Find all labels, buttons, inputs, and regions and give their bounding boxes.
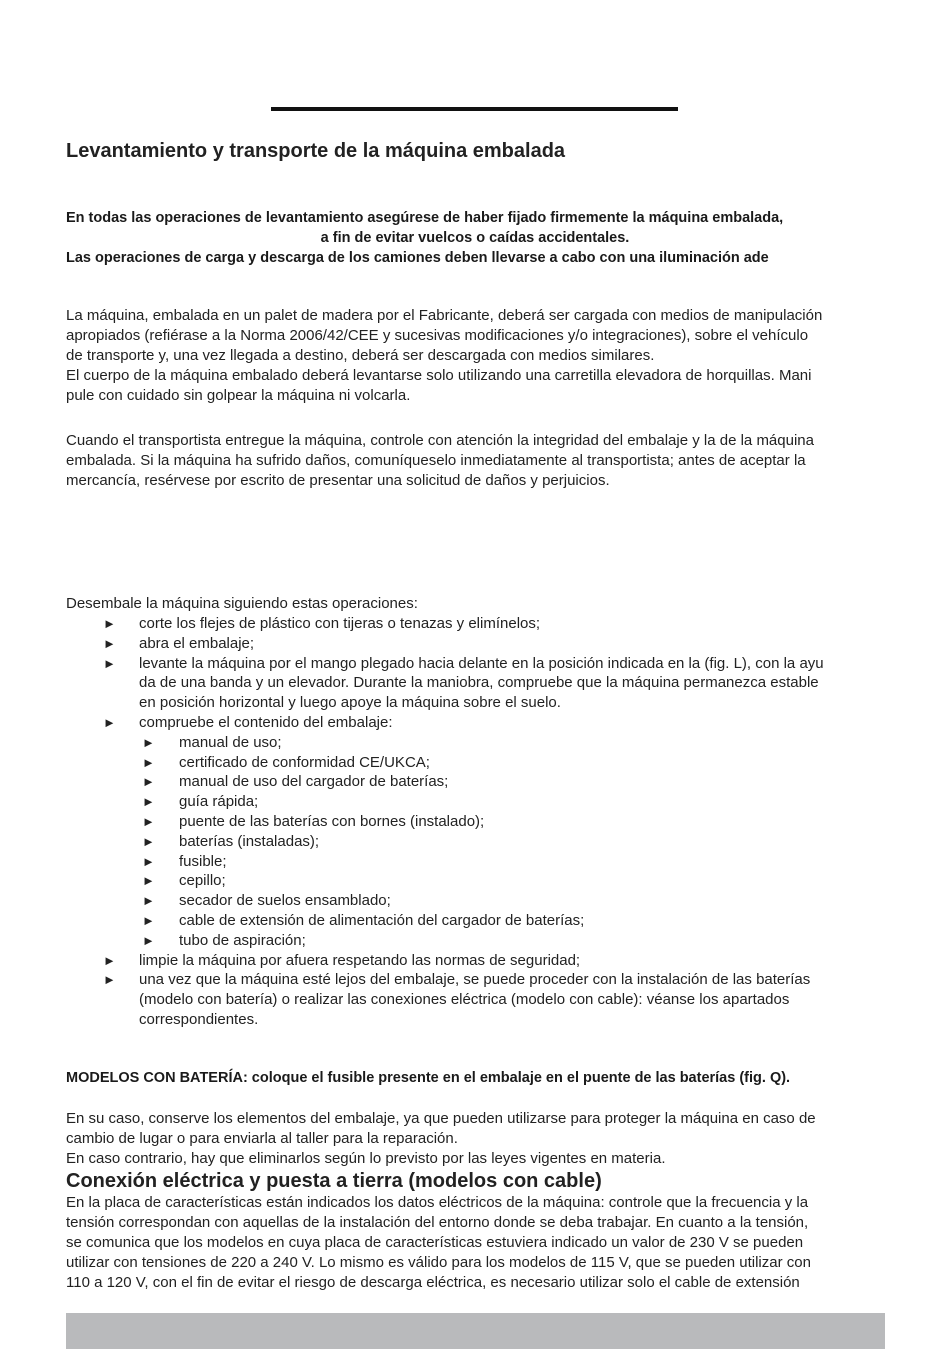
text-line: La máquina, embalada en un palet de madera por el Fabricante, deberá ser cargada con medios de manipulación	[66, 307, 823, 324]
text-line: embalada. Si la máquina ha sufrido daños, comuníqueselo inmediatamente al transportista; antes de aceptar la	[66, 452, 806, 469]
step-text-line: en posición horizontal y luego apoye la máquina sobre el suelo.	[139, 694, 561, 712]
list-item	[0, 931, 884, 951]
bullet-arrow-icon: ►	[142, 754, 155, 770]
text-line: apropiados (refiérase a la Norma 2006/42/CEE y sucesivas modificaciones y/o integraciones), sobre el vehículo	[66, 327, 809, 344]
list-item	[0, 970, 884, 1029]
text-line: de transporte y, una vez llegada a destino, deberá ser descargada con medios similares.	[66, 347, 655, 364]
heading-transport: Levantamiento y transporte de la máquina embalada	[66, 140, 566, 162]
text-line: pule con cuidado sin golpear la máquina ni volcarla.	[66, 387, 411, 404]
unpack-intro: Desembale la máquina siguiendo estas operaciones:	[66, 595, 418, 612]
step-text: limpie la máquina por afuera respetando las normas de seguridad;	[139, 951, 581, 969]
text-line: se comunica que los modelos en cuya placa de características estuviera indicado un valor de 230 V se pueden	[66, 1234, 804, 1251]
text-line: utilizar con tensiones de 220 a 240 V. Lo mismo es válido para los modelos de 115 V, que se pueden utilizar con	[66, 1254, 811, 1271]
bullet-arrow-icon: ►	[103, 972, 116, 988]
text-line: En su caso, conserve los elementos del embalaje, ya que pueden utilizarse para proteger la máquina en caso de	[66, 1110, 816, 1127]
footer-bar	[66, 1313, 885, 1349]
bullet-arrow-icon: ►	[142, 873, 155, 889]
content-text: cepillo;	[179, 872, 226, 890]
bullet-arrow-icon: ►	[142, 734, 155, 750]
step-text: abra el embalaje;	[139, 634, 255, 652]
list-item	[0, 911, 884, 931]
list-item	[0, 634, 884, 654]
content-text: secador de suelos ensamblado;	[179, 892, 391, 910]
content-text: fusible;	[179, 852, 227, 870]
heading-electrical: Conexión eléctrica y puesta a tierra (modelos con cable)	[66, 1170, 602, 1192]
step-text-line: levante la máquina por el mango plegado hacia delante en la posición indicada en la (fig. L), con la ayu	[139, 654, 824, 672]
bullet-arrow-icon: ►	[142, 893, 155, 909]
bullet-arrow-icon: ►	[142, 853, 155, 869]
package-contents-list	[0, 733, 884, 951]
bullet-arrow-icon: ►	[142, 932, 155, 948]
bullet-arrow-icon: ►	[103, 616, 116, 631]
content-text: cable de extensión de alimentación del cargador de baterías;	[179, 911, 585, 929]
text-line: 110 a 120 V, con el fin de evitar el riesgo de descarga eléctrica, es necesario utilizar solo el cable de extensión	[66, 1274, 800, 1291]
warning-line-2: a fin de evitar vuelcos o caídas accidentales.	[320, 230, 630, 246]
list-item	[0, 614, 884, 634]
paragraph-loading	[66, 306, 884, 406]
list-item	[0, 891, 884, 911]
bullet-arrow-icon: ►	[142, 774, 155, 790]
list-item	[0, 812, 884, 832]
content-text: puente de las baterías con bornes (instalado);	[179, 812, 485, 830]
step-text-line: una vez que la máquina esté lejos del embalaje, se puede proceder con la instalación de las baterías	[139, 971, 811, 989]
bullet-arrow-icon: ►	[103, 952, 116, 968]
content-text: certificado de conformidad CE/UKCA;	[179, 753, 430, 771]
list-item	[0, 792, 884, 812]
list-item	[0, 772, 884, 792]
list-item	[0, 733, 884, 753]
warning-line-1: En todas las operaciones de levantamiento asegúrese de haber fijado firmemente la máquina embalada,	[66, 210, 784, 226]
list-item	[0, 654, 884, 713]
list-item	[0, 832, 884, 852]
step-text-line: correspondientes.	[139, 1010, 259, 1028]
bullet-arrow-icon: ►	[142, 833, 155, 849]
text-line: tensión correspondan con aquellas de la instalación del entorno donde se deba trabajar. En cuanto a la tensión,	[66, 1214, 809, 1231]
list-item	[0, 951, 884, 971]
bullet-arrow-icon: ►	[103, 635, 116, 651]
bullet-arrow-icon: ►	[142, 794, 155, 810]
text-line: En caso contrario, hay que eliminarlos según lo previsto por las leyes vigentes en materia.	[66, 1150, 666, 1167]
text-line: mercancía, resérvese por escrito de presentar una solicitud de daños y perjuicios.	[66, 472, 610, 489]
list-item	[0, 852, 884, 872]
content-text: manual de uso;	[179, 733, 282, 751]
list-item	[0, 713, 884, 951]
content-text: manual de uso del cargador de baterías;	[179, 773, 449, 791]
text-line: cambio de lugar o para enviarla al taller para la reparación.	[66, 1130, 458, 1147]
step-text: compruebe el contenido del embalaje:	[139, 713, 393, 731]
bullet-arrow-icon: ►	[142, 813, 155, 829]
bullet-arrow-icon: ►	[103, 714, 116, 730]
content-text: guía rápida;	[179, 793, 259, 811]
paragraph-electrical	[66, 1193, 884, 1293]
list-item	[0, 753, 884, 773]
step-text-line: (modelo con batería) o realizar las conexiones eléctrica (modelo con cable): véanse los apartados	[139, 991, 790, 1009]
content-text: tubo de aspiración;	[179, 931, 306, 949]
bullet-arrow-icon: ►	[103, 655, 116, 671]
content-text: baterías (instaladas);	[179, 832, 320, 850]
paragraph-packaging	[66, 1109, 884, 1169]
unpack-steps-list	[0, 614, 950, 1030]
list-item	[0, 871, 884, 891]
paragraph-delivery	[66, 431, 884, 491]
warning-line-3: Las operaciones de carga y descarga de los camiones deben llevarse a cabo con una iluminación ade	[66, 250, 769, 266]
bullet-arrow-icon: ►	[142, 912, 155, 928]
step-text: corte los flejes de plástico con tijeras o tenazas y elimínelos;	[139, 615, 541, 632]
header-rule	[271, 107, 678, 111]
text-line: El cuerpo de la máquina embalado deberá levantarse solo utilizando una carretilla elevadora de horquillas. Mani	[66, 367, 812, 384]
text-line: Cuando el transportista entregue la máquina, controle con atención la integridad del embalaje y la de la máquina	[66, 432, 814, 449]
text-line: En la placa de características están indicados los datos eléctricos de la máquina: controle que la frecuencia y la	[66, 1194, 809, 1211]
step-text-line: da de una banda y un elevador. Durante la maniobra, compruebe que la máquina permanezca estable	[139, 674, 819, 692]
battery-models-note: MODELOS CON BATERÍA: coloque el fusible presente en el embalaje en el puente de las baterías (fig. Q).	[66, 1070, 791, 1086]
